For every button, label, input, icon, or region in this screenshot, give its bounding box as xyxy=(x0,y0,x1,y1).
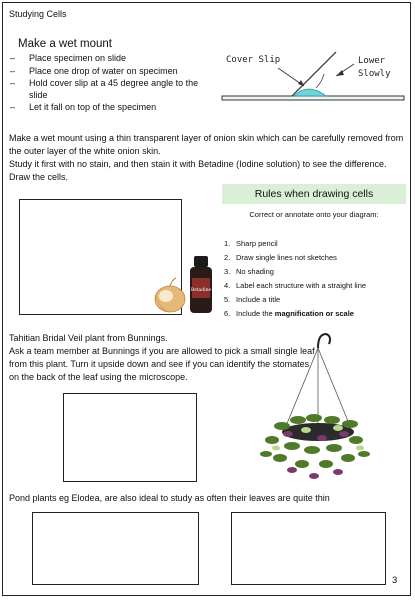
onion-paragraph-2: Study it first with no stain, and then stain it with Betadine (Iodine solution) to see the difference. Draw the cells. xyxy=(9,159,387,182)
slowly-label: Slowly xyxy=(358,69,391,79)
rule-item: 2. Draw single lines not sketches xyxy=(224,253,337,262)
cover-slip-diagram xyxy=(218,46,408,108)
rules-subtitle: Correct or annotate onto your diagram: xyxy=(249,210,379,219)
pond-drawing-box-left[interactable] xyxy=(32,512,199,585)
bottle-label: Betadine xyxy=(190,288,212,293)
rule-item: 5. Include a title xyxy=(224,295,281,304)
lower-label: Lower xyxy=(358,56,386,66)
leaf-drawing-box[interactable] xyxy=(63,393,197,482)
tahitian-line-1: Tahitian Bridal Veil plant from Bunnings. xyxy=(9,333,168,343)
step-item: – Place specimen on slide xyxy=(10,53,215,65)
page-number: 3 xyxy=(392,575,398,586)
wet-mount-steps xyxy=(10,53,215,115)
cover-slip-label: Cover Slip xyxy=(226,55,281,65)
rule-item: 4. Label each structure with a straight line xyxy=(224,281,367,290)
tahitian-paragraph: Ask a team member at Bunnings if you are allowed to pick a small single leaf from this plant. Turn it upside down and see if you can identify the stomates on the back of the leaf using the microscope. xyxy=(9,346,315,382)
onion-paragraph-1: Make a wet mount using a thin transparent layer of onion skin which can be carefully removed from the outer layer of the white onion skin. xyxy=(9,133,404,156)
page-title: Studying Cells xyxy=(9,9,67,19)
rules-heading: Rules when drawing cells xyxy=(222,184,406,204)
betadine-onion-image xyxy=(150,256,220,318)
hanging-plant-image xyxy=(252,330,382,490)
wet-mount-heading: Make a wet mount xyxy=(18,38,112,50)
rules-list xyxy=(224,237,404,321)
pond-paragraph: Pond plants eg Elodea, are also ideal to study as often their leaves are quite thin xyxy=(9,493,330,503)
rule-item: 3. No shading xyxy=(224,267,274,276)
step-item: – Let it fall on top of the specimen xyxy=(10,102,215,114)
step-item: – Hold cover slip at a 45 degree angle to the slide xyxy=(10,78,215,101)
step-item: – Place one drop of water on specimen xyxy=(10,66,215,78)
rule-item: 1. Sharp pencil xyxy=(224,239,278,248)
pond-drawing-box-right[interactable] xyxy=(231,512,386,585)
rule-item: 6. Include the magnification or scale xyxy=(224,309,354,318)
